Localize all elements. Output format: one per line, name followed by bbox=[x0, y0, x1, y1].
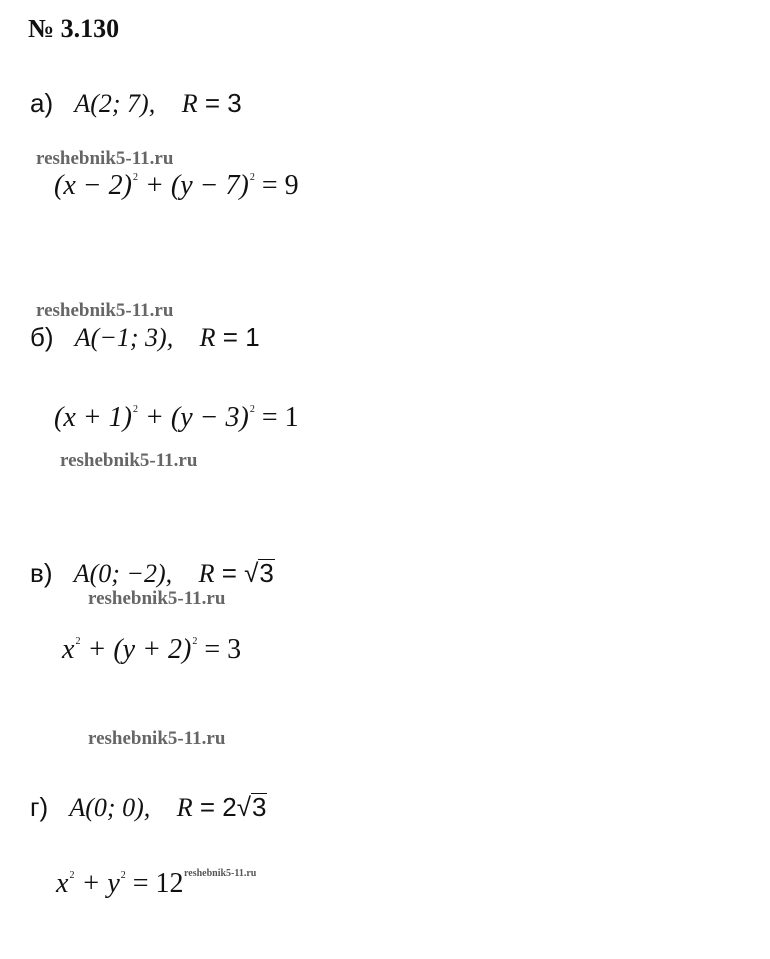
watermark: reshebnik5-11.ru bbox=[36, 148, 174, 169]
eq-a-term2: + (y − 7) bbox=[144, 170, 249, 201]
eq-b-term2: + (y − 3) bbox=[144, 402, 249, 433]
watermark: reshebnik5-11.ru bbox=[60, 450, 198, 471]
item-d-radicand: 3 bbox=[252, 792, 267, 822]
item-d-sqrt: √3 bbox=[236, 792, 267, 822]
eq-d-term2: + y bbox=[81, 868, 120, 899]
eq-d-exp1: 2 bbox=[69, 870, 75, 881]
watermark: reshebnik5-11.ru bbox=[88, 728, 226, 749]
item-b-point: A(−1; 3), bbox=[74, 323, 174, 352]
item-b-label: б) bbox=[30, 322, 54, 352]
item-c-condition: в) A(0; −2), R = √3 bbox=[30, 558, 274, 588]
item-d-radius-letter: R bbox=[176, 793, 193, 822]
item-b-condition: б) A(−1; 3), R = 1 bbox=[30, 322, 260, 352]
item-d-radius-coef: 2 bbox=[222, 792, 237, 822]
eq-c-exp2: 2 bbox=[192, 636, 198, 647]
eq-d-term1: x bbox=[56, 868, 69, 899]
item-a-radius-letter: R bbox=[181, 89, 198, 118]
eq-d-rhs: = 12 bbox=[132, 868, 184, 899]
eq-a-rhs: = 9 bbox=[261, 170, 299, 201]
eq-a-exp2: 2 bbox=[249, 172, 255, 183]
watermark: reshebnik5-11.ru bbox=[88, 588, 226, 609]
watermark: reshebnik5-11.ru bbox=[36, 300, 174, 321]
item-c-label: в) bbox=[30, 558, 53, 588]
eq-c-term2: + (y + 2) bbox=[87, 634, 192, 665]
item-d-point: A(0; 0), bbox=[69, 793, 151, 822]
item-b-equation bbox=[54, 402, 299, 434]
item-c-point: A(0; −2), bbox=[73, 559, 173, 588]
item-d-label: г) bbox=[30, 792, 49, 822]
eq-b-exp2: 2 bbox=[249, 404, 255, 415]
eq-c-exp1: 2 bbox=[75, 636, 81, 647]
item-c-radicand: 3 bbox=[259, 558, 274, 588]
item-c-equation bbox=[62, 634, 241, 666]
item-a-equation bbox=[54, 170, 299, 202]
item-a-radius-value: 3 bbox=[227, 88, 242, 118]
item-a-condition: а) A(2; 7), R = 3 bbox=[30, 88, 242, 118]
eq-c-term1: x bbox=[62, 634, 75, 665]
item-b-radius-value: 1 bbox=[245, 322, 260, 352]
problem-title: № 3.130 bbox=[28, 14, 120, 43]
item-a-label: а) bbox=[30, 88, 54, 118]
eq-a-term1: (x − 2) bbox=[54, 170, 132, 201]
item-d-equation bbox=[56, 868, 184, 900]
eq-d-exp2: 2 bbox=[120, 870, 126, 881]
item-b-radius-letter: R bbox=[199, 323, 216, 352]
watermark-small: reshebnik5-11.ru bbox=[184, 868, 257, 879]
item-a-point: A(2; 7), bbox=[74, 89, 156, 118]
item-c-sqrt: √3 bbox=[244, 558, 274, 588]
item-c-radius-letter: R bbox=[198, 559, 215, 588]
eq-c-rhs: = 3 bbox=[204, 634, 242, 665]
eq-a-exp1: 2 bbox=[132, 172, 138, 183]
eq-b-term1: (x + 1) bbox=[54, 402, 132, 433]
eq-b-exp1: 2 bbox=[132, 404, 138, 415]
eq-b-rhs: = 1 bbox=[261, 402, 299, 433]
item-d-condition: г) A(0; 0), R = 2√3 bbox=[30, 792, 267, 822]
